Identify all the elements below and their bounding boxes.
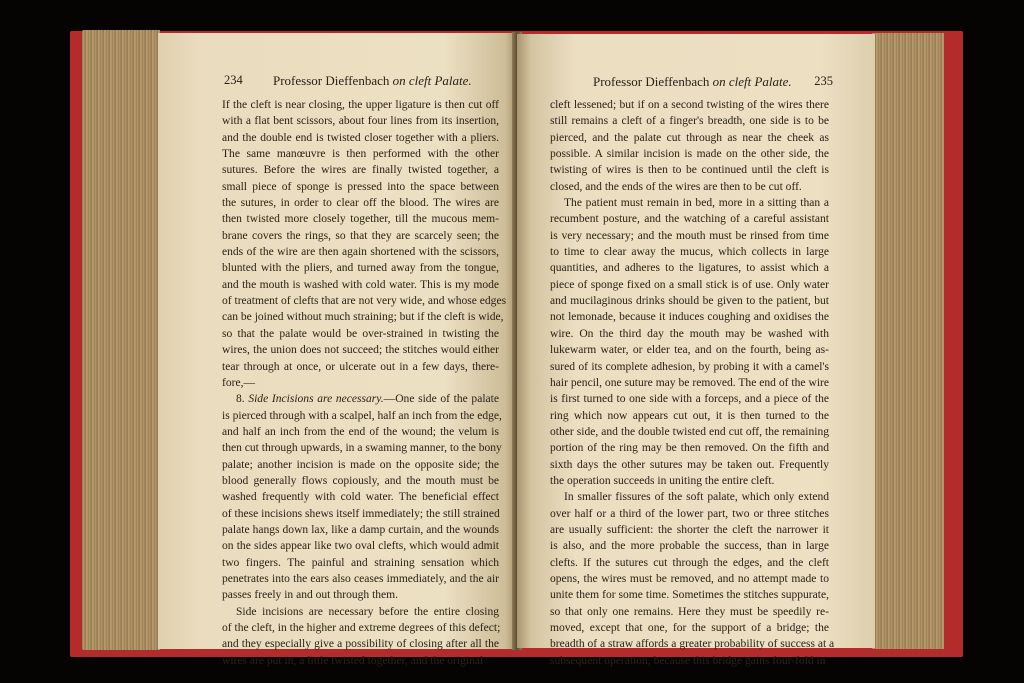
right-text-line: recumbent posture, and the watching of a careful assistant	[550, 213, 829, 226]
right-text-line: the operation succeeds in uniting the entire cleft.	[550, 474, 775, 487]
right-paragraph	[550, 97, 829, 195]
right-text-line: hair pencil, one suture may be removed. The end of the wire	[550, 376, 829, 389]
right-text-line: ring which now appears cut out, it is then turned to the	[550, 409, 829, 422]
right-text-line: sixth days the other sutures may be taken out. Frequently	[550, 458, 829, 471]
left-text-line: wires, the union does not succeed; the stitches would either	[222, 344, 499, 357]
left-page-number: 234	[224, 73, 243, 87]
right-text-line: closed, and the ends of the wires are then to be cut off.	[550, 180, 802, 193]
left-text-line: so that the palate would be over-strained in twisting the	[222, 327, 499, 340]
right-text-line: is first turned to one side with a forceps, and a piece of the	[550, 393, 829, 406]
right-header-title	[593, 74, 792, 90]
left-text-line: If the cleft is near closing, the upper ligature is then cut off	[222, 99, 499, 111]
left-text-line: then cut through upwards, in a swaming manner, to the bony	[222, 442, 502, 455]
right-page-number: 235	[814, 74, 833, 88]
left-text-line: brane covers the rings, so that they are scarcely seen; the	[222, 229, 499, 242]
left-text-line: wires are put in, a little twisted together, and the original	[222, 654, 484, 667]
left-text-line: blunted with the pliers, and turned away from the tongue,	[222, 262, 499, 275]
right-text-line: twisting of wires is then to be continued until the cleft is	[550, 164, 829, 177]
right-text-line: is also, and the more probable the success, than in large	[550, 540, 829, 553]
right-header-title-italic: on cleft Palate.	[712, 74, 792, 89]
left-text-line: two fingers. The painful and straining sensation which	[222, 556, 499, 569]
right-paragraph	[550, 195, 829, 489]
right-text-line: possible. A similar incision is made on the other side, the	[550, 148, 829, 161]
left-text-line: and the mouth is washed with cold water. This is my mode	[222, 278, 499, 291]
left-text-line	[222, 391, 499, 407]
left-header-title	[273, 73, 472, 89]
left-text-line: palate; another incision is made on the opposite side; the	[222, 458, 499, 471]
right-text-line: still remains a cleft of a finger's breadth, one side is to be	[550, 115, 829, 128]
right-paragraph	[550, 489, 835, 669]
right-text-line: and mucilaginous drinks should be given to the patient, but	[550, 295, 829, 308]
right-text-line: cleft lessened; but if on a second twisting of the wires there	[550, 99, 829, 111]
right-text-line: pierced, and the palate cut through as near the cheek as	[550, 131, 829, 144]
left-text-line: ends of the wire are then again shortened with the scissors,	[222, 246, 499, 259]
left-page	[158, 33, 516, 667]
left-text-line: with a flat bent scissors, about four lines from its insertion,	[222, 115, 499, 128]
right-text-line: to time to clear away the mucus, which collects in large	[550, 246, 829, 259]
right-text-line: wire. On the third day the mouth may be washed with	[550, 327, 829, 340]
right-text-line: clefts. If the sutures cut through the edges, and the cleft	[550, 556, 829, 569]
right-text-line: over half or a third of the lower part, two or three stitches	[550, 507, 829, 520]
left-text-line: is pierced through with a scalpel, half an inch from the edge,	[222, 409, 502, 422]
right-text-line: lukewarm water, or elder tea, and on the fourth, being as-	[550, 344, 829, 357]
right-text-line: quantities, and adheres to the ligatures, to assist which a	[550, 262, 829, 275]
left-text-line: washed frequently with cold water. The beneficial effect	[222, 491, 499, 504]
right-text-line: subsequent operation, because this bridge gains four-fold in	[550, 654, 826, 667]
section-text: —One side of the palate	[383, 393, 499, 406]
right-page-body	[550, 97, 835, 669]
left-text-line: and they especially give a possibility of closing after all the	[222, 638, 499, 651]
right-text-line: sured of its complete adhesion, by probing it with a camel's	[550, 360, 829, 373]
right-text-line: not lemonade, because it induces coughing and oxidises the	[550, 311, 829, 324]
left-page-block-edge	[82, 30, 160, 650]
right-text-line: so that only one remains. Here they must be speedily re-	[550, 605, 829, 618]
right-text-line: portion of the ring may be then removed. On the fifth and	[550, 442, 829, 455]
left-text-line: sutures. Before the wires are finally twisted together, a	[222, 164, 499, 177]
left-text-line: of treatment of clefts that are not very wide, and whose edges	[222, 295, 507, 308]
left-text-line: on the sides appear like two oval clefts, which would admit	[222, 540, 499, 553]
left-text-line: of these incisions shews itself immediately; the still strained	[222, 507, 500, 520]
left-text-line: of the cleft, in the higher and extreme degrees of this defect;	[222, 622, 501, 634]
left-text-line: and half an inch from the end of the wound; the velum is	[222, 425, 499, 438]
left-text-line: blood generally flows copiously, and the mouth must be	[222, 474, 499, 487]
right-text-line: The patient must remain in bed, more in a sitting than a	[564, 197, 829, 210]
left-text-line: fore,—	[222, 376, 256, 389]
right-text-line: are usually sufficient: the shorter the cleft the narrower it	[550, 523, 829, 536]
right-text-line: In smaller fissures of the soft palate, which only extend	[564, 491, 829, 504]
right-text-line: other side, and the double twisted end cut off, the remaining	[550, 425, 829, 438]
left-text-line: tear through at once, or ulcerate out in a few days, there-	[222, 360, 499, 373]
left-page-body	[222, 97, 507, 669]
left-header-title-italic: on cleft Palate.	[392, 73, 472, 88]
left-text-line: then twisted more closely together, till the mucous mem-	[222, 213, 499, 226]
right-text-line: breadth of a straw affords a greater probability of success at a	[550, 638, 835, 651]
right-text-line: is very necessary; and the mouth must be rinsed from time	[550, 229, 829, 242]
right-text-line: opens, the wires must be removed, and no attempt made to	[550, 572, 829, 585]
right-text-line: unite them for some time. Sometimes the stitches suppurate,	[550, 589, 829, 602]
left-text-line: the sutures, in order to clear off the blood. The wires are	[222, 197, 499, 210]
left-text-line: small piece of sponge is pressed into the space between	[222, 180, 499, 193]
left-text-line: Side incisions are necessary before the entire closing	[236, 605, 499, 618]
section-heading: Side Incisions are necessary.	[248, 393, 384, 406]
left-text-line: penetrates into the ears also ceases immediately, and the air	[222, 572, 499, 585]
section-number: 8.	[236, 393, 249, 406]
left-text-line: palate hangs down lax, like a damp curtain, and the wounds	[222, 523, 499, 536]
left-paragraph	[222, 604, 499, 669]
left-paragraph	[222, 391, 502, 603]
right-header-title-roman: Professor Dieffenbach	[593, 74, 710, 89]
right-text-line: moved, except that one, for the support of a bridge; the	[550, 622, 829, 634]
left-paragraph	[222, 97, 507, 391]
right-page-block-edge	[872, 33, 944, 649]
right-text-line: piece of sponge fixed on a small stick is of use. Only water	[550, 278, 829, 291]
right-page	[517, 34, 875, 667]
left-header-title-roman: Professor Dieffenbach	[273, 73, 390, 88]
left-text-line: The same manœuvre is then performed with the other	[222, 148, 499, 161]
left-text-line: can be joined without much straining; but if the cleft is wide,	[222, 311, 504, 324]
left-text-line: passes freely in and out through them.	[222, 589, 399, 602]
left-text-line: and the double end is twisted closer together with a pliers.	[222, 131, 499, 144]
